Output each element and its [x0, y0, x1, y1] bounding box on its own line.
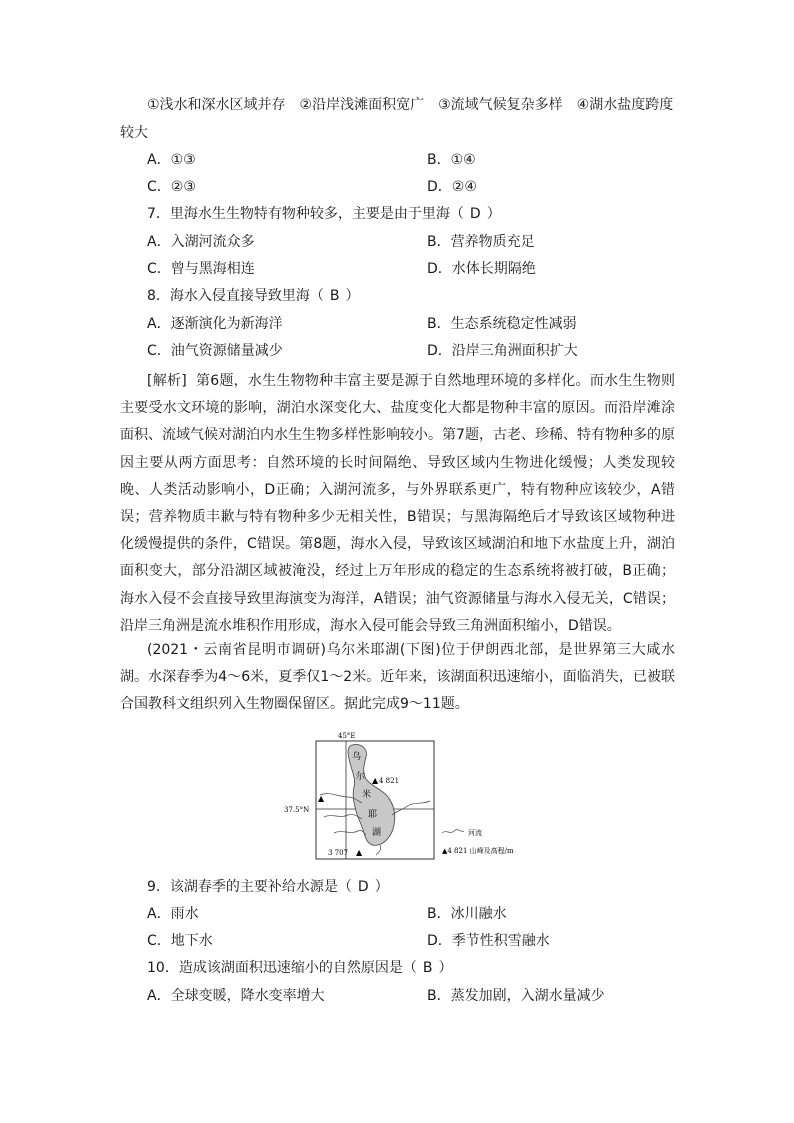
legend-peak-label: ▲4 821 山峰及高程/m	[442, 847, 514, 855]
q9-option-b: B．冰川融水	[427, 906, 507, 922]
peak-south-label: 3 707	[328, 849, 349, 857]
analysis-paragraph	[120, 368, 675, 640]
peak-north-label: 4 821	[379, 777, 400, 785]
lake-char-5: 湖	[372, 828, 382, 838]
q8-close: ）	[345, 288, 360, 304]
q10-stem	[147, 958, 452, 978]
q9-stem-text: 9．该湖春季的主要补给水源是（	[147, 879, 352, 895]
q8-option-b: B．生态系统稳定性减弱	[427, 316, 577, 332]
q9-close: ）	[374, 879, 389, 895]
river-east	[392, 801, 430, 815]
latitude-label: 37.5°N	[284, 806, 310, 814]
q8-stem-text: 8．海水入侵直接导致里海（	[147, 288, 324, 304]
analysis-text: 第6题，水生生物物种丰富主要是源于自然地理环境的多样化。而水生生物则主要受水文环境的影响，湖泊水深变化大、盐度变化大都是物种丰富的原因。而沿岸滩涂面积、流域气候对湖泊内水生生物多样性影响较小。第7题，古老、珍稀、特有物种多的原因主要从两方面思考：自然环境的长时间隔绝、导致区域内生物进化缓慢；人类发现较晚、人类活动影响小，D正确；入湖河流多，与外界联系更广，特有物种应该较少，A错误；营养物质丰歉与特有物种多少无相关性，B错误；与黑海隔绝后才导致该区域物种进化缓慢提供的条件，C错误。第8题，海水入侵，导致该区域湖泊和地下水盐度上升，湖泊面积变大，部分沿湖区域被淹没，经过上万年形成的稳定的生态系统将被打破，B正确；海水入侵不会直接导致里海演变为海洋，A错误；油气资源储量与海水入侵无关，C错误；沿岸三角洲是流水堆积作用形成，海水入侵可能会导致三角洲面积缩小，D错误。	[120, 373, 675, 634]
q7-option-d: D．水体长期隔绝	[427, 261, 536, 277]
legend-river-icon	[442, 830, 464, 833]
q10-close: ）	[438, 960, 453, 976]
q6-option-d: D．②④	[427, 179, 477, 195]
legend-river-label: 河流	[468, 829, 482, 837]
q6-stem-line1: ①浅水和深水区域并存 ②沿岸浅滩面积宽广 ③流域气候复杂多样 ④湖水盐度跨度	[147, 97, 674, 113]
q7-option-a: A．入湖河流众多	[147, 234, 255, 250]
intro-paragraph: (2021・云南省昆明市调研)乌尔米耶湖(下图)位于伊朗西北部，是世界第三大咸水湖。水深春季为4～6米，夏季仅1～2米。近年来，该湖面积迅速缩小，面临消失，已被联合国教科文组织列入生物圈保留区。据此完成9～11题。	[120, 642, 675, 713]
q10-option-b: B．蒸发加剧，入湖水量减少	[427, 988, 605, 1004]
lake-char-2: 尔	[356, 772, 366, 782]
q8-option-a: A．逐渐演化为新海洋	[147, 316, 283, 332]
q9-stem	[147, 877, 389, 897]
q7-answer: D	[469, 206, 481, 222]
q6-option-c: C．②③	[147, 179, 196, 195]
q7-option-c: C．曾与黑海相连	[147, 261, 255, 277]
lake-map-figure	[284, 731, 540, 863]
peak-south-icon: ▲	[356, 848, 363, 857]
q9-option-a: A．雨水	[147, 906, 199, 922]
river-west-2	[324, 814, 362, 819]
q8-option-c: C．油气资源储量减少	[147, 343, 283, 359]
analysis-label: [解析]	[147, 373, 187, 389]
q7-stem	[147, 204, 501, 224]
q10-option-a: A．全球变暖，降水变率增大	[147, 988, 325, 1004]
river-south	[376, 845, 381, 855]
q7-close: ）	[486, 206, 501, 222]
river-southwest	[334, 830, 366, 835]
q6-stem-line2: 较大	[120, 125, 148, 141]
q7-option-b: B．营养物质充足	[427, 234, 535, 250]
q9-option-d: D．季节性积雪融水	[427, 933, 550, 949]
q9-answer: D	[357, 879, 369, 895]
longitude-label: 45°E	[338, 732, 356, 740]
q9-option-c: C．地下水	[147, 933, 213, 949]
q10-stem-text: 10．造成该湖面积迅速缩小的自然原因是（	[147, 960, 417, 976]
q8-answer: B	[329, 288, 340, 304]
q8-stem	[147, 286, 360, 306]
lake-char-1: 乌	[352, 752, 362, 762]
peak-west-icon: ▲	[318, 794, 325, 803]
q6-option-a: A．①③	[147, 152, 196, 168]
peak-north-icon: ▲	[372, 776, 379, 785]
q6-option-b: B．①④	[427, 152, 476, 168]
q8-option-d: D．沿岸三角洲面积扩大	[427, 343, 578, 359]
q10-answer: B	[422, 960, 433, 976]
q7-stem-text: 7．里海水生生物特有物种较多，主要是由于里海（	[147, 206, 464, 222]
lake-char-4: 耶	[368, 810, 378, 820]
lake-char-3: 米	[362, 790, 372, 800]
